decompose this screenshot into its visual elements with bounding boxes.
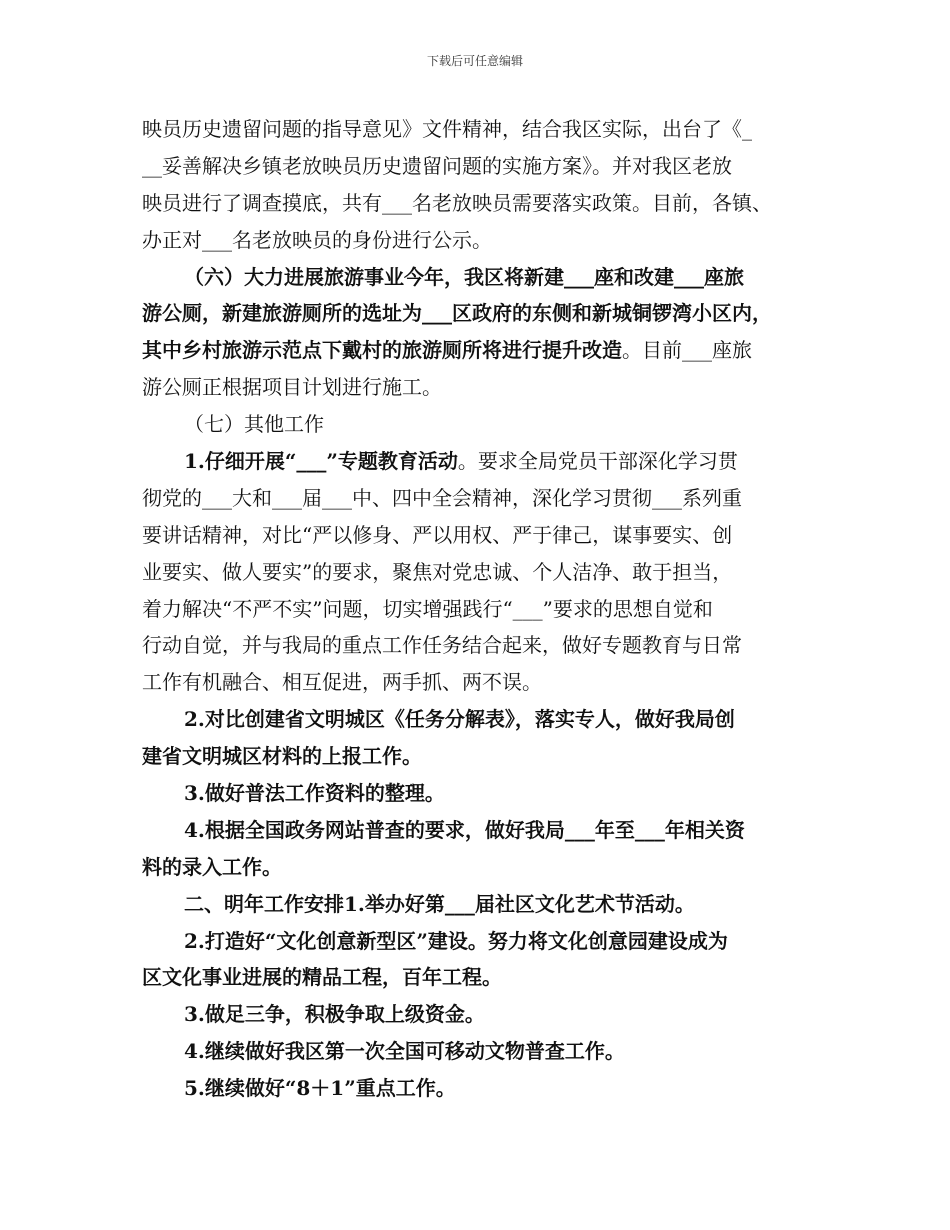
section-heading-line <box>142 259 810 296</box>
line-bold-text: 1.仔细开展“___”专题教育活动 <box>184 449 458 474</box>
text-line <box>142 517 810 554</box>
line-bold-text: 5.继续做好“8＋1”重点工作。 <box>184 1076 456 1101</box>
text-line <box>142 554 810 591</box>
line-text: 办正对___名老放映员的身份进行公示。 <box>142 227 492 252</box>
text-line <box>142 369 810 406</box>
text-line <box>142 480 810 517</box>
line-text: 。目前___座旅 <box>622 338 752 363</box>
text-line <box>142 148 810 185</box>
text-line <box>142 332 810 369</box>
text-line <box>142 1033 810 1070</box>
line-text: 要讲话精神，对比“严以修身、严以用权、严于律己，谋事要实、创 <box>142 522 733 547</box>
text-line <box>142 295 810 332</box>
text-line <box>142 1070 810 1107</box>
text-line <box>142 849 810 886</box>
section-heading-line <box>142 886 810 923</box>
line-bold-text: 游公厕，新建旅游厕所的选址为___区政府的东侧和新城铜锣湾小区内， <box>142 301 772 326</box>
text-line <box>142 443 810 480</box>
line-bold-text: 二、明年工作安排1.举办好第___届社区文化艺术节活动。 <box>184 891 695 916</box>
line-text: 。要求全局党员干部深化学习贯 <box>457 449 738 474</box>
text-line <box>142 111 810 148</box>
line-text: （七）其他工作 <box>184 412 324 437</box>
line-bold-text: 3.做好普法工作资料的整理。 <box>184 781 445 806</box>
document-body <box>142 111 810 1107</box>
line-text: __妥善解决乡镇老放映员历史遗留问题的实施方案》。并对我区老放 <box>142 153 732 178</box>
text-line <box>142 664 810 701</box>
line-text: 行动自觉，并与我局的重点工作任务结合起来，做好专题教育与日常 <box>142 633 742 658</box>
text-line <box>142 627 810 664</box>
line-text: 业要实、做人要实”的要求，聚焦对党忠诚、个人洁净、敢于担当， <box>142 559 733 584</box>
line-bold-text: 3.做足三争，积极争取上级资金。 <box>184 1002 485 1027</box>
line-text: 着力解决“不严不实”问题，切实增强践行“___”要求的思想自觉和 <box>142 596 713 621</box>
text-line <box>142 923 810 960</box>
line-bold-text: 2.打造好“文化创意新型区”建设。努力将文化创意园建设成为 <box>184 928 728 953</box>
text-line <box>142 996 810 1033</box>
page-header-note: 下载后可任意编辑 <box>426 54 523 68</box>
line-bold-text: 2.对比创建省文明城区《任务分解表》，落实专人，做好我局创 <box>184 707 735 732</box>
section-heading-line <box>142 406 810 443</box>
line-text: 工作有机融合、相互促进，两手抓、两不误。 <box>142 670 542 695</box>
line-bold-text: （六）大力进展旅游事业今年，我区将新建___座和改建___座旅 <box>184 264 744 289</box>
line-text: 映员进行了调查摸底，共有___名老放映员需要落实政策。目前，各镇、 <box>142 190 772 215</box>
line-text: 彻党的___大和___届___中、四中全会精神，深化学习贯彻___系列重 <box>142 485 742 510</box>
text-line <box>142 812 810 849</box>
line-bold-text: 4.继续做好我区第一次全国可移动文物普查工作。 <box>184 1039 625 1064</box>
line-bold-text: 区文化事业进展的精品工程，百年工程。 <box>142 965 502 990</box>
line-bold-text: 其中乡村旅游示范点下戴村的旅游厕所将进行提升改造 <box>142 338 622 363</box>
text-line <box>142 959 810 996</box>
text-line <box>142 701 810 738</box>
line-text: 游公厕正根据项目计划进行施工。 <box>142 375 442 400</box>
text-line <box>142 775 810 812</box>
text-line <box>142 185 810 222</box>
line-bold-text: 4.根据全国政务网站普查的要求，做好我局___年至___年相关资 <box>184 817 745 842</box>
line-bold-text: 建省文明城区材料的上报工作。 <box>142 744 422 769</box>
text-line <box>142 591 810 628</box>
line-bold-text: 料的录入工作。 <box>142 854 282 879</box>
text-line <box>142 222 810 259</box>
line-text: 映员历史遗留问题的指导意见》文件精神，结合我区实际，出台了《_ <box>142 117 752 141</box>
text-line <box>142 738 810 775</box>
